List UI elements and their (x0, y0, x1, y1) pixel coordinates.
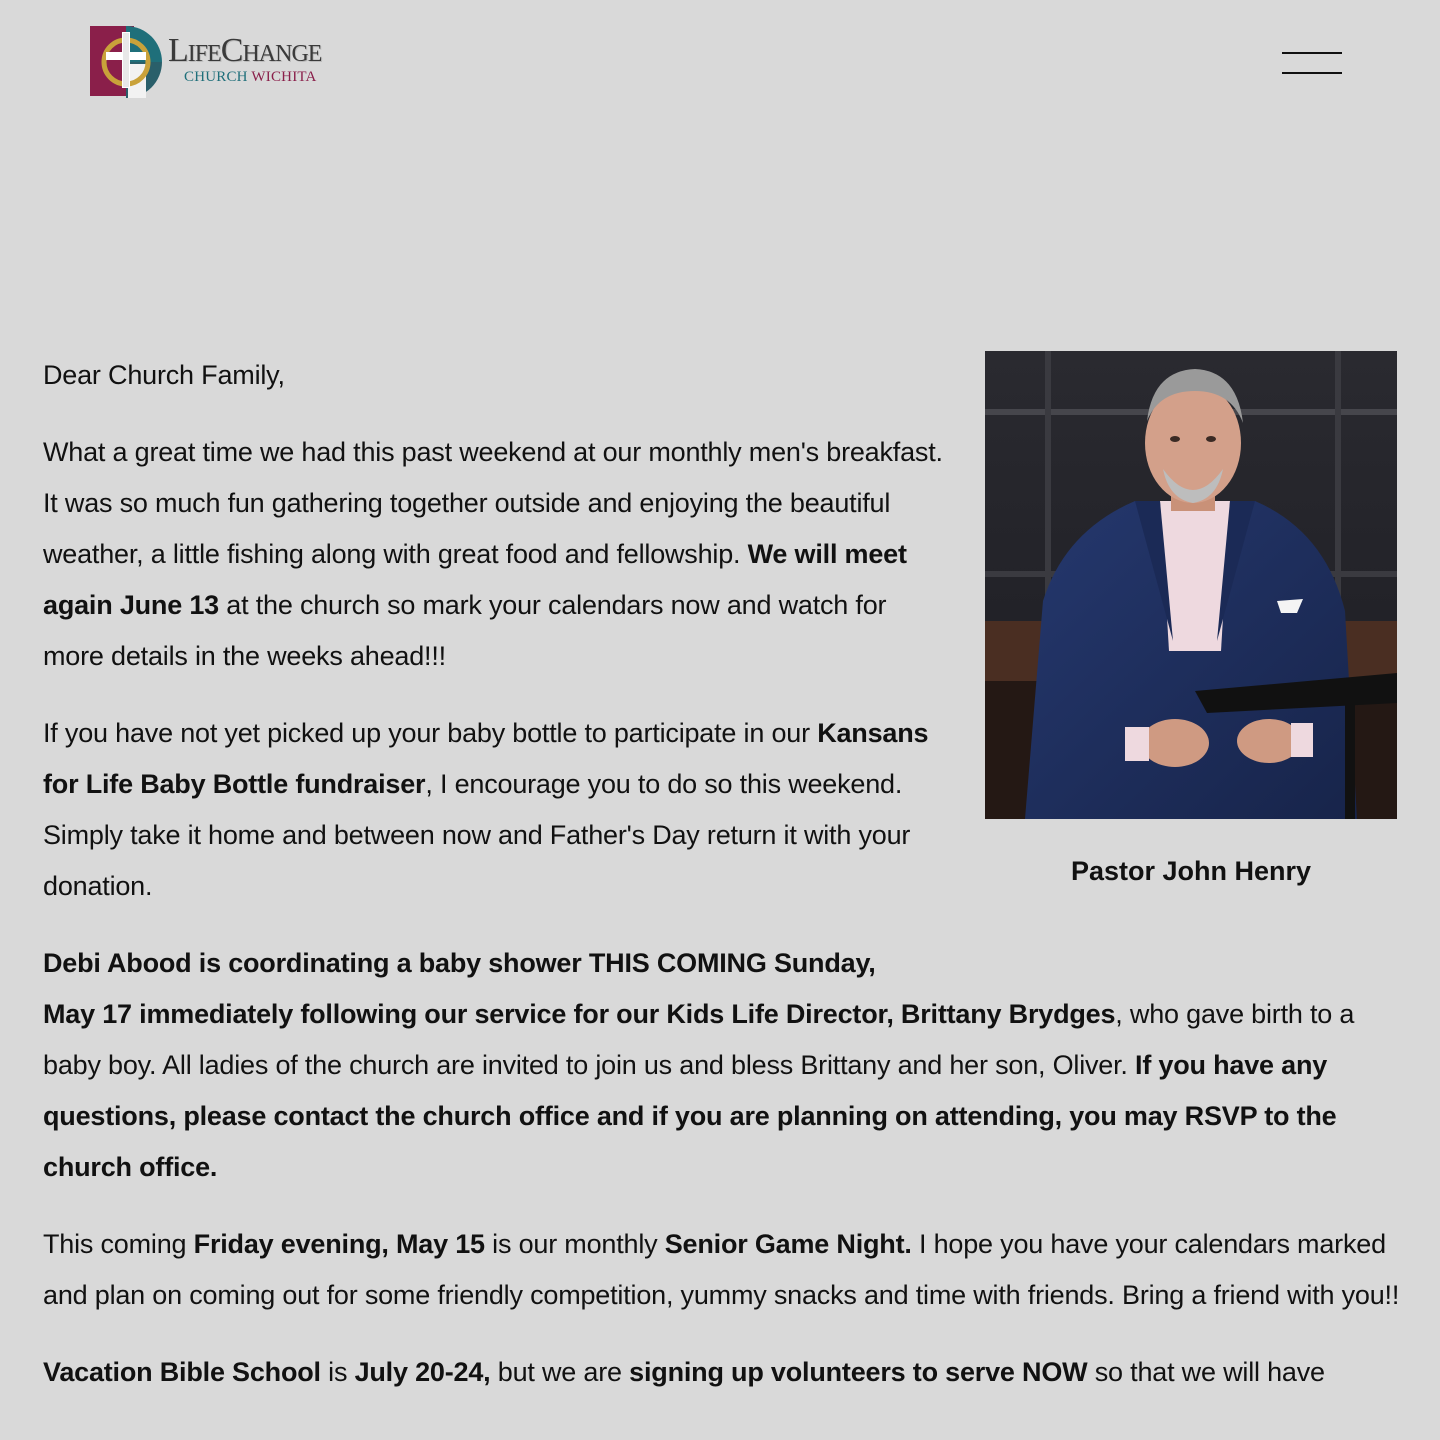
p5-text-b: is (320, 1357, 355, 1387)
p4-text-e: I hope you have your calendars marked and plan on coming out for some friendly competition, yummy snacks and time with friends. Bring a friend with you!! (43, 1229, 1400, 1310)
p5-bold-vbs: Vacation Bible School (43, 1357, 321, 1387)
pastor-caption: Pastor John Henry (1070, 856, 1312, 886)
menu-bar-top (1282, 52, 1342, 54)
paragraph-baby-bottle (43, 708, 943, 912)
p2-text-c: , I encourage you to do so this weekend. Simply take it home and between now and Father's Day return it with your donation. (43, 769, 911, 901)
p1-text-c: at the church so mark your calendars now and watch for more details in the weeks ahead!!! (43, 590, 887, 671)
logo-subtitle-church: CHURCH (184, 69, 248, 85)
menu-bar-bottom (1282, 72, 1342, 74)
p4-text-c: is our monthly (484, 1229, 665, 1259)
p5-text-d: but we are (490, 1357, 630, 1387)
p5-text-f: so that we will have (1087, 1357, 1325, 1387)
p4-bold-date: Friday evening, May 15 (193, 1229, 485, 1259)
logo-subtitle (168, 70, 321, 85)
p4-text-a: This coming (43, 1229, 194, 1259)
p3-text-c: , who gave birth to a baby boy. All ladies of the church are invited to join us and bless Brittany and her son, Oliver. (43, 999, 1355, 1080)
church-logo[interactable] (88, 22, 358, 102)
cross-globe-icon (88, 22, 164, 100)
p4-bold-event: Senior Game Night. (664, 1229, 912, 1259)
site-header (0, 0, 1440, 140)
paragraph-mens-breakfast (43, 427, 943, 682)
letter-body (43, 350, 1403, 1424)
p5-bold-volunteers: signing up volunteers to serve NOW (629, 1357, 1088, 1387)
p3-bold-b: May 17 immediately following our service for our Kids Life Director, Brittany Brydges (43, 999, 1116, 1029)
paragraph-vbs (43, 1347, 1403, 1398)
p1-bold-date: We will meet again June 13 (43, 539, 907, 620)
p1-text-a: What a great time we had this past weekend at our monthly men's breakfast. It was so much fun gathering together outside and enjoying the beautiful weather, a little fishing along with great food and fellowship. (43, 437, 943, 569)
p5-bold-dates: July 20-24, (354, 1357, 491, 1387)
logo-title: LifeChange (168, 32, 322, 69)
hamburger-menu-icon[interactable] (1278, 44, 1346, 80)
paragraph-senior-game-night (43, 1219, 1403, 1321)
letter-greeting: Dear Church Family, (43, 360, 285, 390)
p3-bold-a: Debi Abood is coordinating a baby shower THIS COMING Sunday, (43, 948, 876, 978)
p2-text-a: If you have not yet picked up your baby bottle to participate in our (43, 718, 818, 748)
logo-wordmark (168, 34, 321, 85)
paragraph-baby-shower (43, 938, 1403, 1193)
p2-bold-fundraiser: Kansans for Life Baby Bottle fundraiser (43, 718, 929, 799)
logo-subtitle-wichita: WICHITA (251, 69, 317, 85)
p3-bold-d: If you have any questions, please contact the church office and if you are planning on attending, you may RSVP to the church office. (43, 1050, 1337, 1182)
